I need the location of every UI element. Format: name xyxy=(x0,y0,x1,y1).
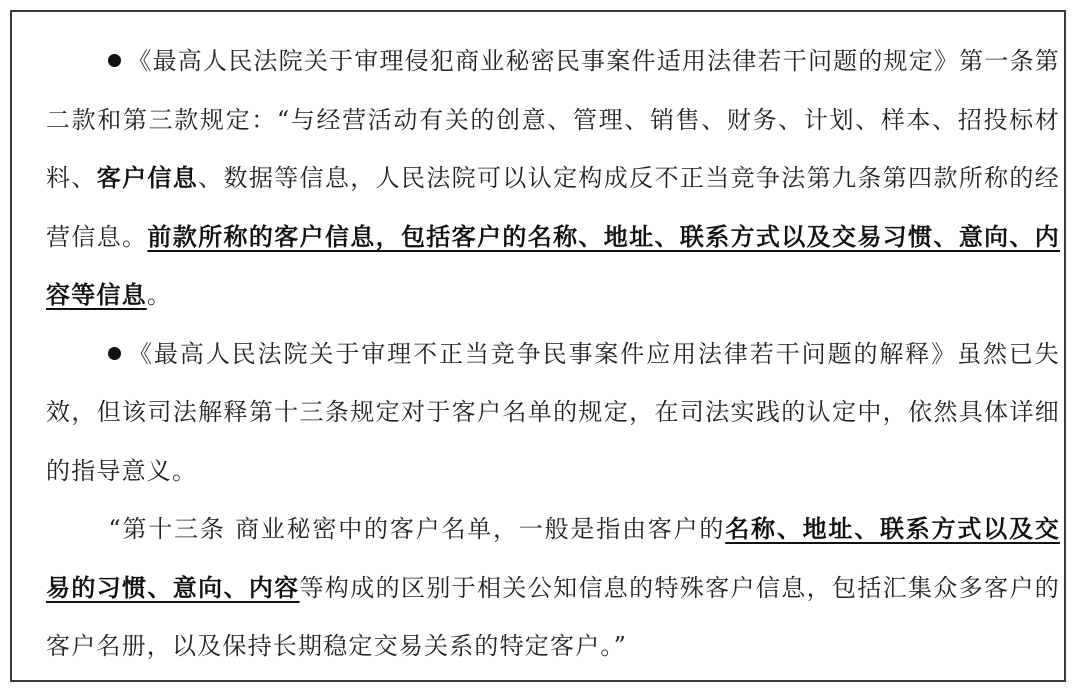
p1-bold-customer-info: 客户信息 xyxy=(96,163,199,192)
p3-text-a: “第十三条 商业秘密中的客户名单，一般是指由客户的 xyxy=(108,515,726,543)
paragraph-1 xyxy=(46,32,1060,325)
p3-underlined-terms: 名称、地址、联系方式以及交易的习惯、意向、内容 xyxy=(46,514,1060,602)
paragraph-3 xyxy=(46,500,1060,676)
p1-text-c: 。 xyxy=(146,281,173,309)
document-frame xyxy=(10,10,1066,682)
paragraph-2 xyxy=(46,325,1060,501)
document-body xyxy=(46,32,1060,676)
p2-text: 《最高人民法院关于审理不正当竞争民事案件应用法律若干问题的解释》虽然已失效，但该司法解释第十三条规定对于客户名单的规定，在司法实践的认定中，依然具体详细的指导意义。 xyxy=(46,339,1060,485)
p1-underlined-definition: 前款所称的客户信息，包括客户的名称、地址、联系方式以及交易习惯、意向、内容等信息 xyxy=(46,221,1060,309)
p3-text-b: 等构成的区别于相关公知信息的特殊客户信息，包括汇集众多客户的客户名册，以及保持长期稳定交易关系的特定客户。” xyxy=(46,573,1061,660)
p1-text-a: 《最高人民法院关于审理侵犯商业秘密民事案件适用法律若干问题的规定》第一条第二款和第三款规定：“与经营活动有关的创意、管理、销售、财务、计划、样本、招投标材料、 xyxy=(46,47,1060,192)
bullet-icon xyxy=(108,54,121,67)
bullet-icon xyxy=(108,347,121,360)
p1-text-b: 、数据等信息，人民法院可以认定构成反不正当竞争法第九条第四款所称的经营信息。 xyxy=(46,164,1060,251)
